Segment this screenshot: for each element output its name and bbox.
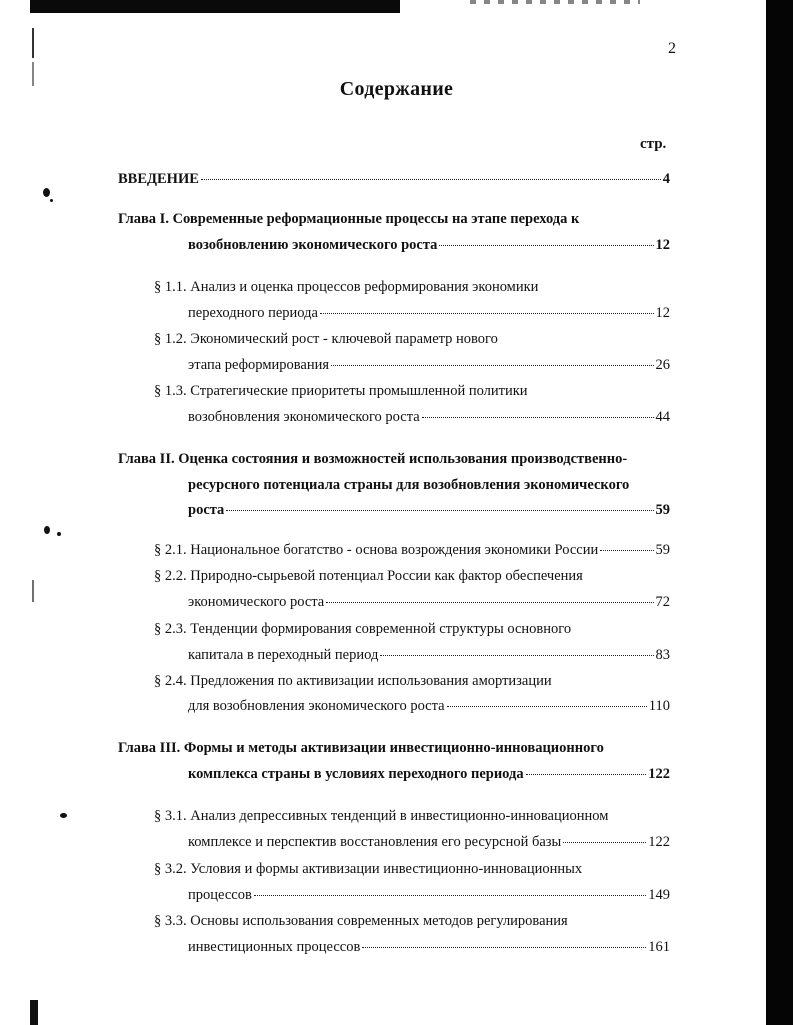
toc-page-number: 44 [655, 409, 670, 425]
toc-page-number: 26 [655, 357, 670, 373]
page-title: Содержание [339, 78, 454, 100]
toc-entry-section-2-2 [188, 593, 670, 611]
toc-section-title: § 1.1. Анализ и оценка процессов реформирования экономики [154, 279, 539, 295]
toc-page-number: 12 [655, 237, 670, 253]
toc-page-number: 122 [648, 766, 670, 782]
toc-entry-title: роста [188, 502, 225, 518]
toc-page-number: 122 [648, 834, 670, 850]
toc-page-number: 83 [655, 647, 670, 663]
toc-page-number: 59 [655, 502, 670, 518]
toc-entry-title: этапа реформирования [188, 357, 330, 373]
dot-leader [380, 655, 653, 656]
toc-page-number: 149 [648, 887, 670, 903]
dot-leader [422, 417, 654, 418]
scan-border-right [766, 0, 793, 1025]
dot-leader [331, 365, 653, 366]
scan-mark-left [32, 28, 34, 58]
toc-entry-section-3-2 [188, 886, 670, 904]
toc-section-title: § 3.1. Анализ депрессивных тенденций в инвестиционно-инновационном [154, 808, 609, 824]
toc-entry-section-3-1 [188, 833, 670, 851]
toc-entry-section-1-2 [188, 356, 670, 374]
toc-entry-title: возобновлению экономического роста [188, 237, 438, 253]
dot-leader [526, 774, 647, 775]
toc-entry-section-2-3 [188, 646, 670, 664]
dot-leader [254, 895, 646, 896]
toc-page-number: 4 [662, 171, 670, 187]
toc-section-title: § 2.3. Тенденции формирования современной структуры основного [154, 621, 572, 637]
toc-entry-section-1-3 [188, 408, 670, 426]
toc-page-number: 59 [655, 542, 670, 558]
toc-page-number: 12 [655, 305, 670, 321]
toc-chapter-title: Глава III. Формы и методы активизации инвестиционно-инновационного [118, 740, 604, 756]
toc-page-number: 161 [648, 939, 670, 955]
dot-leader [362, 947, 646, 948]
scan-mark-bottom [30, 1000, 38, 1025]
toc-page-number: 110 [648, 698, 670, 714]
toc-entry-title: ВВЕДЕНИЕ [118, 171, 199, 187]
dot-leader [201, 179, 661, 180]
page-number: 2 [668, 40, 676, 57]
dot-leader [326, 602, 653, 603]
toc-entry-chapter-1 [188, 236, 670, 254]
toc-entry-title: переходного периода [188, 305, 318, 321]
toc-entry-title: § 2.1. Национальное богатство - основа возрождения экономики России [154, 542, 599, 558]
toc-entry-title: для возобновления экономического роста [188, 698, 445, 714]
toc-entry-title: процессов [188, 887, 252, 903]
toc-entry-title: экономического роста [188, 594, 325, 610]
ink-blot [57, 532, 61, 536]
page-column-label: стр. [640, 136, 667, 152]
ink-blot [44, 526, 50, 534]
toc-section-title: § 2.4. Предложения по активизации использования амортизации [154, 673, 552, 689]
dot-leader [563, 842, 646, 843]
toc-chapter-title: Глава I. Современные реформационные процессы на этапе перехода к [118, 211, 580, 227]
dot-leader [600, 550, 653, 551]
dot-leader [320, 313, 654, 314]
toc-entry-title: возобновления экономического роста [188, 409, 420, 425]
toc-section-title: § 1.2. Экономический рост - ключевой параметр нового [154, 331, 498, 347]
dot-leader [447, 706, 647, 707]
toc-entry-title: комплексе и перспектив восстановления его ресурсной базы [188, 834, 562, 850]
dot-leader [439, 245, 653, 246]
scan-border-top [30, 0, 400, 13]
toc-entry-section-3-3 [188, 938, 670, 956]
dot-leader [226, 510, 653, 511]
toc-entry-section-2-1 [154, 541, 670, 559]
toc-section-title: § 2.2. Природно-сырьевой потенциал России как фактор обеспечения [154, 568, 583, 584]
toc-section-title: § 3.2. Условия и формы активизации инвестиционно-инновационных [154, 861, 583, 877]
toc-entry-section-2-4 [188, 697, 670, 715]
ink-blot [43, 188, 50, 197]
toc-chapter-title: Глава II. Оценка состояния и возможностей использования производственно- [118, 451, 628, 467]
toc-entry-introduction [118, 170, 670, 188]
toc-section-title: § 3.3. Основы использования современных методов регулирования [154, 913, 568, 929]
ink-blot [60, 813, 67, 818]
toc-entry-section-1-1 [188, 304, 670, 322]
toc-section-title: § 1.3. Стратегические приоритеты промышленной политики [154, 383, 528, 399]
scan-mark-left [32, 580, 34, 602]
scan-smudge-top [470, 0, 640, 4]
toc-entry-chapter-2 [188, 501, 670, 519]
toc-entry-title: инвестиционных процессов [188, 939, 361, 955]
toc-chapter-title: ресурсного потенциала страны для возобновления экономического [188, 477, 630, 493]
toc-entry-chapter-3 [188, 765, 670, 783]
toc-entry-title: комплекса страны в условиях переходного периода [188, 766, 524, 782]
ink-blot [50, 199, 53, 202]
toc-page-number: 72 [655, 594, 670, 610]
toc-entry-title: капитала в переходный период [188, 647, 379, 663]
